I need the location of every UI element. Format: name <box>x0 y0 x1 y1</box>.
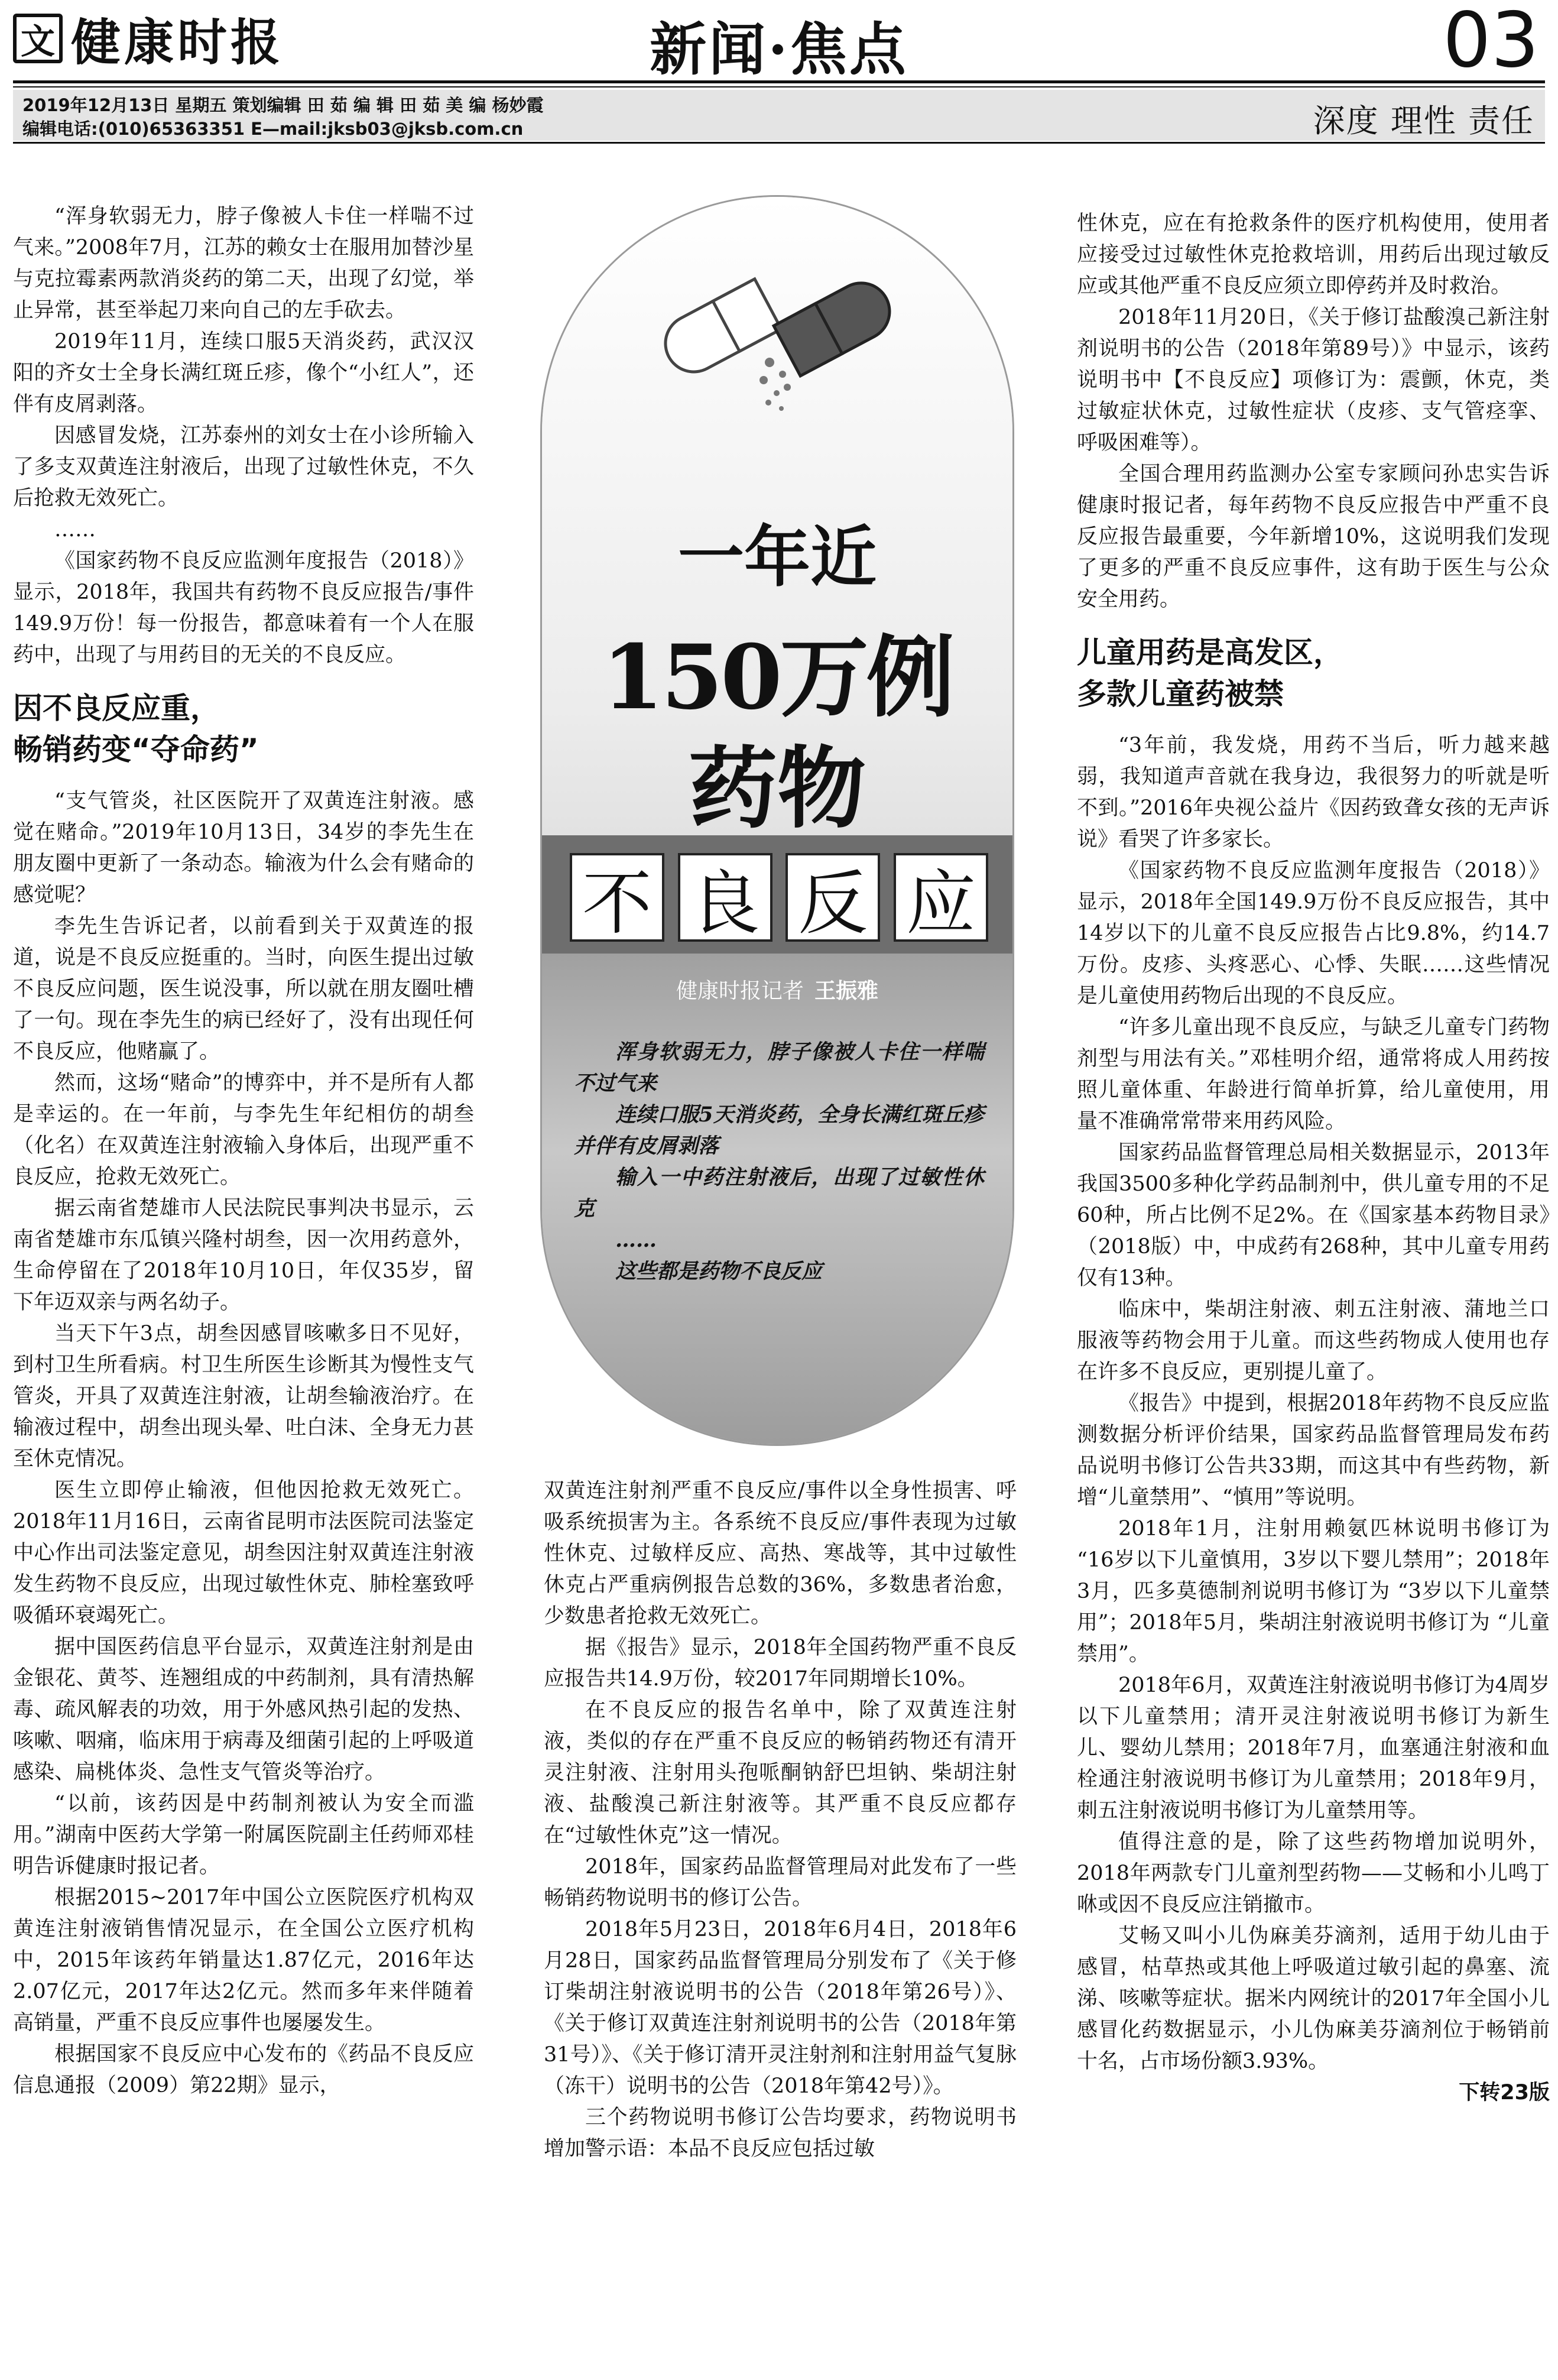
header-rule-thin <box>13 86 1545 87</box>
capsule-graphic <box>540 195 1014 1446</box>
article-column-left <box>13 201 474 2102</box>
paragraph: 2018年，国家药品监督管理局对此发布了一些畅销药物说明书的修订公告。 <box>544 1855 1017 1910</box>
subhead: 儿童用药是高发区， 多款儿童药被禁 <box>1077 635 1343 711</box>
headline-line-2: 150万例 <box>602 625 953 729</box>
header-rule <box>13 80 1545 83</box>
paragraph: 临床中，柴胡注射液、刺五注射液、蒲地兰口服液等药物会用于儿童。而这些药物成人使用也存在许多不良反应，更别提儿童了。 <box>1077 1298 1550 1384</box>
paragraph: 双黄连注射剂严重不良反应/事件以全身性损害、呼吸系统损害为主。各系统不良反应/事件表现为过敏性休克、过敏样反应、高热、寒战等，其中过敏性休克占严重病例报告总数的36%，多数患者治愈，少数患者抢救无效死亡。 <box>544 1479 1017 1628</box>
logo-mark-icon: 文 <box>13 14 63 63</box>
paragraph: 在不良反应的报告名单中，除了双黄连注射液，类似的存在严重不良反应的畅销药物还有清开灵注射液、注射用头孢哌酮钠舒巴坦钠、柴胡注射液、盐酸溴己新注射液等。其严重不良反应都存在“过敏性休克”这一情况。 <box>544 1698 1017 1847</box>
paragraph: 性休克，应在有抢救条件的医疗机构使用，使用者应接受过过敏性休克抢救培训，用药后出现过敏反应或其他严重不良反应须立即停药并及时救治。 <box>1077 212 1550 298</box>
subhead: 因不良反应重， 畅销药变“夺命药” <box>13 691 259 767</box>
boxed-char: 良 <box>678 853 772 942</box>
headline-line-1: 一年近 <box>678 518 877 596</box>
paragraph: 2019年11月，连续口服5天消炎药，武汉汉阳的齐女士全身长满红斑丘疹，像个“小红人”，还伴有皮屑剥落。 <box>13 330 474 416</box>
paragraph: 值得注意的是，除了这些药物增加说明外，2018年两款专门儿童剂型药物——艾畅和小儿鸣丁咻或因不良反应注销撤市。 <box>1077 1830 1550 1917</box>
lead-quote: 这些都是药物不良反应 <box>615 1259 823 1283</box>
paragraph: “浑身软弱无力，脖子像被人卡住一样喘不过气来。”2008年7月，江苏的赖女士在服用加替沙星与克拉霉素两款消炎药的第二天，出现了幻觉，举止异常，甚至举起刀来向自己的左手砍去。 <box>13 205 474 322</box>
paragraph: 全国合理用药监测办公室专家顾问孙忠实告诉健康时报记者，每年药物不良反应报告中严重不良反应报告最重要，今年新增10%，这说明我们发现了更多的严重不良反应事件，这有助于医生与公众安全用药。 <box>1077 462 1550 611</box>
paragraph: 李先生告诉记者，以前看到关于双黄连的报道，说是不良反应挺重的。当时，向医生提出过敏不良反应问题，医生说没事，所以就在朋友圈吐槽了一句。现在李先生的病已经好了，没有出现任何不良反应，他赌赢了。 <box>13 915 474 1063</box>
paragraph: 《国家药物不良反应监测年度报告（2018）》显示，2018年全国149.9万份不良反应报告，其中14岁以下的儿童不良反应报告占比9.8%，约14.7万份。皮疹、头疼恶心、心悸、失眠……这些情况是儿童使用药物后出现的不良反应。 <box>1077 859 1550 1008</box>
paragraph: 《国家药物不良反应监测年度报告（2018）》显示，2018年，我国共有药物不良反应报告/事件149.9万份！每一份报告，都意味着有一个人在服药中，出现了与用药目的无关的不良反应。 <box>13 549 474 667</box>
headline-line-3: 药物 <box>688 737 866 841</box>
boxed-char: 不 <box>570 853 664 942</box>
paragraph: “3年前，我发烧，用药不当后，听力越来越弱，我知道声音就在我身边，我很努力的听就是听不到。”2016年央视公益片《因药致聋女孩的无声诉说》看哭了许多家长。 <box>1077 734 1550 851</box>
paragraph: 2018年5月23日，2018年6月4日，2018年6月28日，国家药品监督管理局分别发布了《关于修订柴胡注射液说明书的公告（2018年第26号）》、《关于修订双黄连注射剂说明书的公告（2018年第31号）》、《关于修订清开灵注射剂和注射用益气复脉（冻干）说明书的公告（2018年第42号）》。 <box>544 1918 1017 2098</box>
paragraph: 然而，这场“赌命”的博弈中，并不是所有人都是幸运的。在一年前，与李先生年纪相仿的胡叁（化名）在双黄连注射液输入身体后，出现严重不良反应，抢救无效死亡。 <box>13 1071 474 1189</box>
logo-text: 健康时报 <box>71 12 284 72</box>
continued-on-link[interactable]: 下转23版 <box>1459 2081 1550 2105</box>
paragraph: 医生立即停止输液，但他因抢救无效死亡。2018年11月16日，云南省昆明市法医院司法鉴定中心作出司法鉴定意见，胡叁因注射双黄连注射液发生药物不良反应，出现过敏性休克、肺栓塞致呼吸循环衰竭死亡。 <box>13 1478 474 1627</box>
paragraph: 艾畅又叫小儿伪麻美芬滴剂，适用于幼儿由于感冒，枯草热或其他上呼吸道过敏引起的鼻塞、流涕、咳嗽等症状。据米内网统计的2017年全国小儿感冒化药数据显示，小儿伪麻美芬滴剂位于畅销前十名，占市场份额3.93%。 <box>1077 1924 1550 2073</box>
paragraph: 2018年11月20日，《关于修订盐酸溴己新注射剂说明书的公告（2018年第89号）》中显示，该药说明书中【不良反应】项修订为：震颤，休克，类过敏症状休克，过敏性症状（皮疹、支气管痉挛、呼吸困难等）。 <box>1077 306 1550 455</box>
article-column-middle <box>544 1476 1017 2165</box>
boxed-headline <box>570 853 988 942</box>
boxed-char: 反 <box>786 853 880 942</box>
paragraph: 2018年1月，注射用赖氨匹林说明书修订为 “16岁以下儿童慎用，3岁以下婴儿禁用”；2018年3月，匹多莫德制剂说明书修订为 “3岁以下儿童禁用”；2018年5月，柴胡注射液说明书修订为 “儿童禁用”。 <box>1077 1517 1550 1666</box>
lead-quote: 输入一中药注射液后，出现了过敏性休克 <box>574 1165 984 1221</box>
boxed-char: 应 <box>894 853 988 942</box>
article-column-right <box>1077 208 1550 2109</box>
paragraph: “支气管炎，社区医院开了双黄连注射液。感觉在赌命。”2019年10月13日，34岁的李先生在朋友圈中更新了一条动态。输液为什么会有赌命的感觉呢？ <box>13 789 474 907</box>
paragraph: 当天下午3点，胡叁因感冒咳嗽多日不见好，到村卫生所看病。村卫生所医生诊断其为慢性支气管炎，开具了双黄连注射液，让胡叁输液治疗。在输液过程中，胡叁出现头晕、吐白沫、全身无力甚至休克情况。 <box>13 1322 474 1471</box>
byline-name: 王振雅 <box>814 979 879 1003</box>
paragraph: 《报告》中提到，根据2018年药物不良反应监测数据分析评价结果，国家药品监督管理局发布药品说明书修订公告共33期，而这其中有些药物，新增“儿童禁用”、“慎用”等说明。 <box>1077 1392 1550 1509</box>
page-number: 03 <box>1443 0 1539 85</box>
info-bar <box>13 90 1545 141</box>
paragraph: 2018年6月，双黄连注射液说明书修订为4周岁以下儿童禁用；清开灵注射液说明书修订为新生儿、婴幼儿禁用；2018年7月，血塞通注射液和血栓通注射液说明书修订为儿童禁用；2018年9月，刺五注射液说明书修订为儿童禁用等。 <box>1077 1674 1550 1823</box>
tagline: 深度 理性 责任 <box>1313 102 1534 140</box>
section-title: 新闻·焦点 <box>650 16 908 83</box>
paragraph: 根据国家不良反应中心发布的《药品不良反应信息通报（2009）第22期》显示， <box>13 2042 474 2097</box>
paragraph: 据中国医药信息平台显示，双黄连注射剂是由金银花、黄芩、连翘组成的中药制剂，具有清热解毒、疏风解表的功效，用于外感风热引起的发热、咳嗽、咽痛，临床用于病毒及细菌引起的上呼吸道感染、扁桃体炎、急性支气管炎等治疗。 <box>13 1635 474 1784</box>
paragraph: 根据2015~2017年中国公立医院医疗机构双黄连注射液销售情况显示，在全国公立医疗机构中，2015年该药年销量达1.87亿元，2016年达2.07亿元，2017年达2亿元。然而多年来伴随着高销量，严重不良反应事件也屡屡发生。 <box>13 1886 474 2035</box>
lead-quote: 连续口服5天消炎药，全身长满红斑丘疹并伴有皮屑剥落 <box>574 1103 984 1158</box>
date-editor-line: 2019年12月13日 星期五 策划编辑 田 茹 编 辑 田 茹 美 编 杨妙霞 <box>22 95 544 115</box>
info-bar-rule <box>13 142 1545 144</box>
paragraph: 因感冒发烧，江苏泰州的刘女士在小诊所输入了多支双黄连注射液后，出现了过敏性休克，不久后抢救无效死亡。 <box>13 424 474 510</box>
paragraph: …… <box>54 518 96 542</box>
paragraph: 国家药品监督管理总局相关数据显示，2013年我国3500多种化学药品制剂中，供儿童专用的不足60种，所占比例不足2%。在《国家基本药物目录》（2018版）中，中成药有268种，其中儿童专用药仅有13种。 <box>1077 1141 1550 1290</box>
paragraph: “以前，该药因是中药制剂被认为安全而滥用。”湖南中医药大学第一附属医院副主任药师邓桂明告诉健康时报记者。 <box>13 1792 474 1878</box>
byline-label: 健康时报记者 <box>676 979 804 1003</box>
paragraph: 据云南省楚雄市人民法院民事判决书显示，云南省楚雄市东瓜镇兴隆村胡叁，因一次用药意外，生命停留在了2018年10月10日，年仅35岁，留下年迈双亲与两名幼子。 <box>13 1197 474 1314</box>
paragraph: 据《报告》显示，2018年全国药物严重不良反应报告共14.9万份，较2017年同期增长10%。 <box>544 1636 1017 1691</box>
lead-quote: 浑身软弱无力，脖子像被人卡住一样喘不过气来 <box>574 1040 984 1095</box>
lead-quotes <box>574 1036 984 1287</box>
paragraph: 三个药物说明书修订公告均要求，药物说明书增加警示语：本品不良反应包括过敏 <box>544 2106 1017 2161</box>
paragraph: “许多儿童出现不良反应，与缺乏儿童专门药物剂型与用法有关。”邓桂明介绍，通常将成人用药按照儿童体重、年龄进行简单折算，给儿童使用，用量不准确常常带来用药风险。 <box>1077 1016 1550 1133</box>
broken-pill-icon <box>651 262 905 416</box>
contact-line: 编辑电话:(010)65363351 E—mail:jksb03@jksb.com.cn <box>22 119 524 139</box>
byline <box>542 974 1012 1004</box>
lead-quote: …… <box>615 1228 657 1252</box>
